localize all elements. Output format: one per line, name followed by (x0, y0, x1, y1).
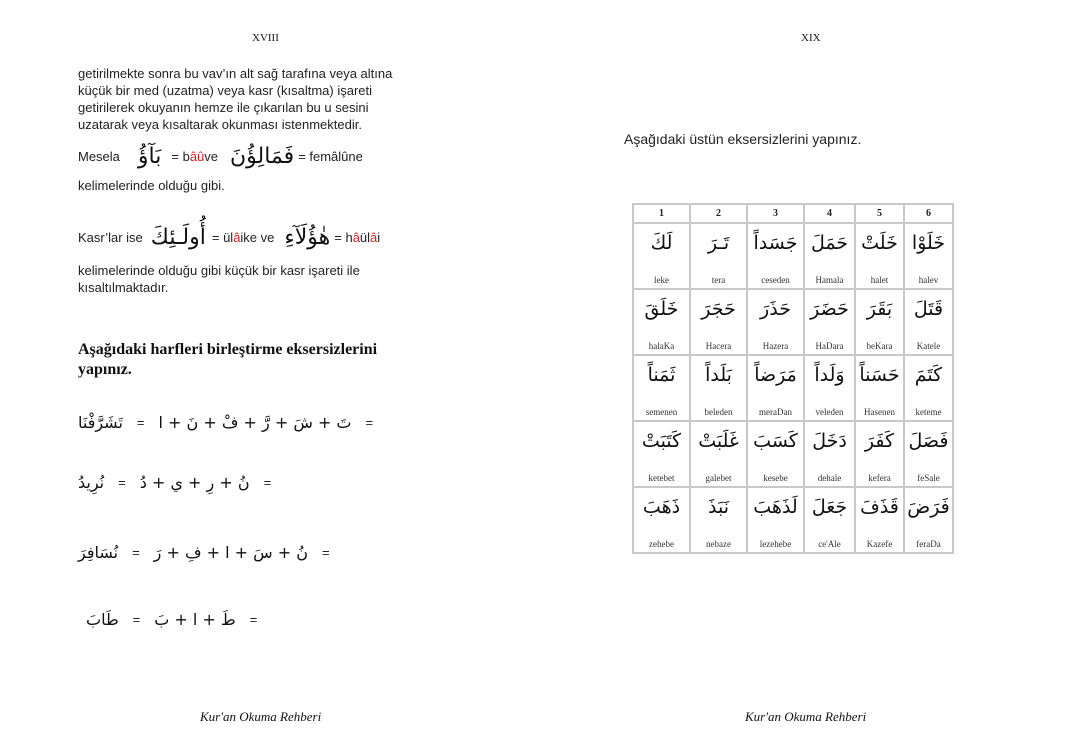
table-cell (691, 356, 746, 420)
cell-transliteration: beKara (866, 341, 893, 351)
example-tail: kelimelerinde olduğu gibi. (78, 178, 225, 193)
exercise-word: نُسَافِرَ (78, 542, 119, 562)
arabic-word: هٰؤُلَآءِ (284, 224, 331, 250)
cell-arabic: دَخَلَ (812, 430, 847, 452)
table-cell (805, 488, 854, 552)
footer-left: Kur'an Okuma Rehberi (200, 709, 322, 724)
arabic-word: أُولَـئِكَ (150, 224, 206, 250)
cell-transliteration: Kazefe (866, 539, 893, 549)
intro-line: küçük bir med (uzatma) veya kasr (kısaltma) işareti (78, 83, 373, 98)
cell-arabic: حَسَناً (859, 364, 900, 386)
cell-transliteration: Hamala (815, 275, 844, 285)
equals-sign: = (322, 544, 330, 560)
cell-arabic: لَكَ (650, 232, 673, 254)
cell-arabic: كَسَبَ (753, 430, 798, 452)
table-cell (634, 224, 689, 288)
exercise-row (78, 470, 285, 494)
cell-arabic: كَفَرَ (864, 430, 895, 452)
table-cell (691, 422, 746, 486)
cell-transliteration: halet (870, 275, 889, 285)
transliteration-text: = h (334, 229, 353, 245)
cell-transliteration: ceseden (761, 275, 790, 285)
table-cell (748, 488, 803, 552)
cell-arabic: جَسَداً (753, 232, 798, 254)
table-cell (634, 422, 689, 486)
cell-arabic: وَلَداً (814, 364, 845, 386)
exercise-row (78, 410, 387, 434)
equals-sign: = (263, 474, 272, 490)
kasr-paragraph (78, 262, 438, 296)
cell-arabic: فَصَلَ (908, 430, 949, 452)
cell-transliteration: ketebet (648, 473, 675, 483)
intro-paragraph (78, 65, 438, 133)
cell-transliteration: Katele (916, 341, 941, 351)
cell-arabic: جَعَلَ (811, 496, 848, 518)
left-page (0, 0, 536, 754)
cell-arabic: قَذَفَ (860, 496, 899, 518)
cell-arabic: غَلَبَتْ (698, 430, 739, 452)
cell-transliteration: Hazera (762, 341, 789, 351)
short-vowel-highlight: â (233, 229, 241, 245)
cell-arabic: كَتَبَتْ (641, 430, 682, 452)
example-row-med (78, 140, 363, 172)
intro-line: getirilerek okuyanın hemze ile çıkarılan bu u sesini (78, 100, 369, 115)
cell-transliteration: semenen (645, 407, 678, 417)
cell-transliteration: feraDa (916, 539, 941, 549)
cell-transliteration: beleden (704, 407, 733, 417)
exercise-word: نُرِيدُ (78, 472, 105, 492)
example-lead: Kasr’lar ise (78, 229, 143, 245)
cell-arabic: ثَمَناً (647, 364, 676, 386)
cell-transliteration: keteme (915, 407, 942, 417)
table-cell (691, 224, 746, 288)
table-cell (691, 290, 746, 354)
column-header: 6 (905, 205, 952, 222)
exercise-word: تَشَرَّفْنَا (78, 412, 123, 432)
cell-arabic: حَجَرَ (701, 298, 736, 320)
column-header: 2 (691, 205, 746, 222)
column-header: 5 (856, 205, 903, 222)
table-cell (748, 422, 803, 486)
cell-transliteration: Hasenen (864, 407, 895, 417)
column-header: 4 (805, 205, 854, 222)
cell-transliteration: kesebe (763, 473, 788, 483)
exercise-row (86, 607, 271, 631)
cell-arabic: خَلَقَ (644, 298, 679, 320)
cell-arabic: قَتَلَ (913, 298, 944, 320)
arabic-word: فَمَالِؤُنَ (230, 143, 295, 169)
table-cell (905, 488, 952, 552)
long-vowel-highlight: âû (189, 148, 205, 164)
table-cell (856, 290, 903, 354)
cell-transliteration: leke (654, 275, 669, 285)
table-cell (856, 356, 903, 420)
table-cell (805, 356, 854, 420)
cell-arabic: بَقَرَ (866, 298, 893, 320)
equals-sign: = (132, 544, 140, 560)
intro-line: uzatarak veya kısaltarak okunması istenmektedir. (78, 117, 362, 132)
column-header: 1 (634, 205, 689, 222)
cell-arabic: نَبَذَ (708, 496, 729, 518)
cell-transliteration: tera (711, 275, 726, 285)
table-cell (805, 224, 854, 288)
exercise-table (632, 203, 954, 554)
equals-sign: = (249, 611, 258, 627)
transliteration-text: = b (171, 148, 190, 164)
table-cell (634, 290, 689, 354)
intro-line: getirilmekte sonra bu vav’ın alt sağ tarafına veya altına (78, 66, 393, 81)
cell-transliteration: halev (918, 275, 939, 285)
cell-arabic: مَرَضاً (754, 364, 797, 386)
table-cell (905, 422, 952, 486)
table-cell (856, 488, 903, 552)
table-cell (856, 422, 903, 486)
column-header: 3 (748, 205, 803, 222)
cell-transliteration: galebet (705, 473, 732, 483)
short-vowel-highlight: â (370, 229, 378, 245)
page-number-left: XVIII (252, 32, 279, 44)
table-cell (905, 290, 952, 354)
table-cell (634, 356, 689, 420)
cell-transliteration: Hacera (705, 341, 732, 351)
equals-sign: = (132, 611, 141, 627)
transliteration-text: = ül (211, 229, 234, 245)
cell-transliteration: HaDara (815, 341, 844, 351)
arabic-word: بَآؤُ (137, 143, 162, 169)
table-cell (905, 224, 952, 288)
section-heading: Aşağıdaki harfleri birleştirme eksersizlerini yapınız. (78, 341, 378, 378)
cell-transliteration: dehale (817, 473, 842, 483)
equals-sign: = (136, 414, 145, 430)
connector-text: ike ve (240, 229, 275, 245)
cell-transliteration: meraDan (759, 407, 792, 417)
cell-arabic: حَذَرَ (760, 298, 791, 320)
kasr-line: kelimelerinde olduğu gibi küçük bir kasr işareti ile (78, 263, 360, 278)
kasr-line: kısaltılmaktadır. (78, 280, 169, 295)
cell-transliteration: zehebe (649, 539, 674, 549)
short-vowel-highlight: â (352, 229, 360, 245)
exercise-letters: نُ + رِ + ي + دُ (139, 472, 250, 492)
cell-transliteration: halaKa (648, 341, 675, 351)
cell-arabic: خَلَوْا (911, 232, 946, 254)
right-page (536, 0, 1073, 754)
cell-arabic: بَلَداً (705, 364, 732, 386)
exercise-word: طَابَ (86, 609, 119, 629)
transliteration-text: = femâlûne (298, 148, 363, 164)
table-cell (748, 290, 803, 354)
cell-transliteration: lezehebe (759, 539, 792, 549)
table-cell (634, 488, 689, 552)
exercise-instruction: Aşağıdaki üstün eksersizlerini yapınız. (624, 131, 862, 147)
table-cell (748, 224, 803, 288)
equals-sign: = (118, 474, 126, 490)
cell-arabic: فَرَضَ (907, 496, 950, 518)
cell-arabic: خَلَتْ (861, 232, 898, 254)
cell-transliteration: feSale (917, 473, 940, 483)
cell-transliteration: ce'Ale (818, 539, 841, 549)
example-lead: Mesela (78, 148, 120, 164)
equals-sign: = (365, 414, 374, 430)
cell-arabic: لَذَهَبَ (753, 496, 798, 518)
cell-transliteration: veleden (815, 407, 844, 417)
connector-text: ve (204, 148, 219, 164)
table-cell (805, 422, 854, 486)
cell-transliteration: kefera (868, 473, 891, 483)
footer-right: Kur'an Okuma Rehberi (745, 709, 867, 724)
exercise-row (78, 540, 344, 564)
example-row-kasr (78, 220, 380, 254)
table-cell (805, 290, 854, 354)
table-cell (748, 356, 803, 420)
cell-arabic: ذَهَبَ (642, 496, 681, 518)
cell-arabic: حَمَلَ (810, 232, 849, 254)
page-number-right: XIX (801, 32, 821, 44)
transliteration-text: ül (359, 229, 371, 245)
cell-transliteration: nebaze (706, 539, 731, 549)
cell-arabic: تَـرَ (707, 232, 730, 254)
table-cell (905, 356, 952, 420)
exercise-letters: طَ + ا + بَ (154, 609, 236, 629)
exercise-letters: نُ + سَ + ا + فِ + رَ (153, 542, 309, 562)
table-cell (691, 488, 746, 552)
table-cell (856, 224, 903, 288)
exercise-letters: تَ + شَ + رَّ + فْ + نَ + ا (158, 412, 352, 432)
cell-arabic: حَضَرَ (810, 298, 849, 320)
transliteration-text: i (377, 229, 381, 245)
cell-arabic: كَتَمَ (914, 364, 943, 386)
